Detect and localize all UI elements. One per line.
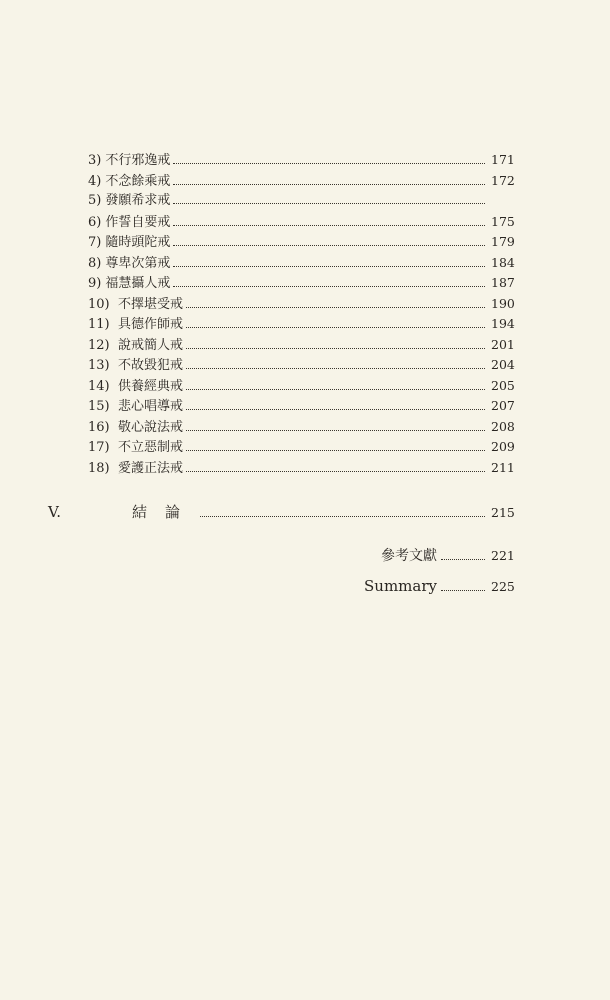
dot-leader — [186, 327, 485, 328]
dot-leader — [173, 245, 485, 246]
entry-number: 9) — [88, 276, 102, 291]
dot-leader — [200, 516, 485, 517]
entry-number: 4) — [88, 173, 102, 189]
toc-entry — [88, 417, 513, 438]
back-matter-title: Summary — [364, 577, 437, 595]
toc-entry — [88, 335, 513, 356]
entry-title: 不立惡制戒 — [118, 440, 184, 455]
entry-number: 3) — [88, 153, 102, 168]
chapter-number: V. — [48, 503, 61, 521]
dot-leader — [186, 471, 485, 472]
dot-leader — [173, 225, 485, 226]
dot-leader — [173, 184, 485, 185]
toc-entry — [88, 253, 513, 274]
entry-number: 15) — [88, 399, 110, 414]
entry-number: 10) — [88, 296, 110, 312]
entry-page: 194 — [491, 316, 515, 331]
toc-entry — [88, 396, 513, 417]
entry-page: 179 — [491, 234, 515, 249]
dot-leader — [186, 348, 485, 349]
entry-title: 不擇堪受戒 — [118, 296, 184, 312]
toc-entry — [88, 355, 513, 376]
back-matter-entry — [213, 575, 513, 598]
dot-leader — [186, 389, 485, 390]
toc-entry — [88, 294, 513, 315]
entry-title: 具德作師戒 — [118, 317, 184, 332]
toc-entry — [88, 273, 513, 294]
entry-page: 187 — [491, 275, 515, 290]
dot-leader — [186, 430, 485, 431]
entry-title: 供養經典戒 — [118, 378, 184, 394]
entry-page: 205 — [491, 377, 515, 393]
chapter-entry — [48, 500, 513, 525]
entry-number: 16) — [88, 419, 110, 435]
back-matter-page: 225 — [491, 579, 515, 594]
entry-page: 201 — [491, 336, 515, 352]
entry-page: 172 — [491, 172, 515, 188]
entry-title: 不故毀犯戒 — [118, 358, 184, 373]
toc-entry — [88, 437, 513, 458]
entry-number: 11) — [88, 317, 110, 332]
toc-entry — [88, 314, 513, 335]
toc-entry — [88, 232, 513, 253]
dot-leader — [186, 450, 485, 451]
entry-number: 5) — [88, 193, 102, 208]
entry-title: 隨時頭陀戒 — [105, 235, 171, 250]
entry-number: 13) — [88, 358, 110, 373]
table-of-contents — [88, 150, 513, 478]
back-matter-entry — [213, 545, 513, 567]
entry-page: 171 — [491, 152, 515, 167]
entry-title: 發願希求戒 — [105, 193, 171, 208]
entry-number: 12) — [88, 337, 110, 353]
back-matter-page: 221 — [491, 548, 515, 563]
entry-number: 8) — [88, 255, 102, 271]
chapter-title: 結論 — [132, 503, 199, 521]
entry-number: 18) — [88, 460, 110, 476]
entry-title: 福慧攝人戒 — [105, 276, 171, 291]
entry-title: 不行邪逸戒 — [105, 153, 171, 168]
entry-page: 204 — [491, 357, 515, 372]
toc-entry — [88, 171, 513, 192]
dot-leader — [186, 368, 485, 369]
entry-title: 悲心唱導戒 — [118, 399, 184, 414]
dot-leader — [173, 163, 485, 164]
entry-page: 184 — [491, 254, 515, 270]
entry-page: 207 — [491, 398, 515, 413]
entry-title: 尊卑次第戒 — [105, 255, 171, 271]
entry-title: 愛護正法戒 — [118, 460, 184, 476]
entry-number: 14) — [88, 378, 110, 394]
back-matter-title: 參考文獻 — [381, 548, 437, 564]
entry-page: 211 — [491, 459, 515, 475]
entry-page: 190 — [491, 295, 515, 311]
dot-leader — [441, 559, 485, 560]
entry-page: 208 — [491, 418, 515, 434]
dot-leader — [173, 203, 485, 204]
entry-title: 說戒簡人戒 — [118, 337, 184, 353]
entry-page: 209 — [491, 439, 515, 454]
dot-leader — [186, 307, 485, 308]
entry-title: 敬心說法戒 — [118, 419, 184, 435]
toc-entry — [88, 150, 513, 171]
entry-number: 6) — [88, 214, 102, 230]
dot-leader — [173, 286, 485, 287]
entry-number: 7) — [88, 235, 102, 250]
entry-page: 175 — [491, 213, 515, 229]
entry-title: 作誓自要戒 — [105, 214, 171, 230]
entry-title: 不念餘乘戒 — [105, 173, 171, 189]
dot-leader — [186, 409, 485, 410]
dot-leader — [173, 266, 485, 267]
entry-number: 17) — [88, 440, 110, 455]
chapter-page: 215 — [491, 505, 515, 520]
toc-entry — [88, 376, 513, 397]
toc-entry — [88, 212, 513, 233]
toc-entry — [88, 191, 513, 212]
dot-leader — [441, 590, 485, 591]
toc-entry — [88, 458, 513, 479]
